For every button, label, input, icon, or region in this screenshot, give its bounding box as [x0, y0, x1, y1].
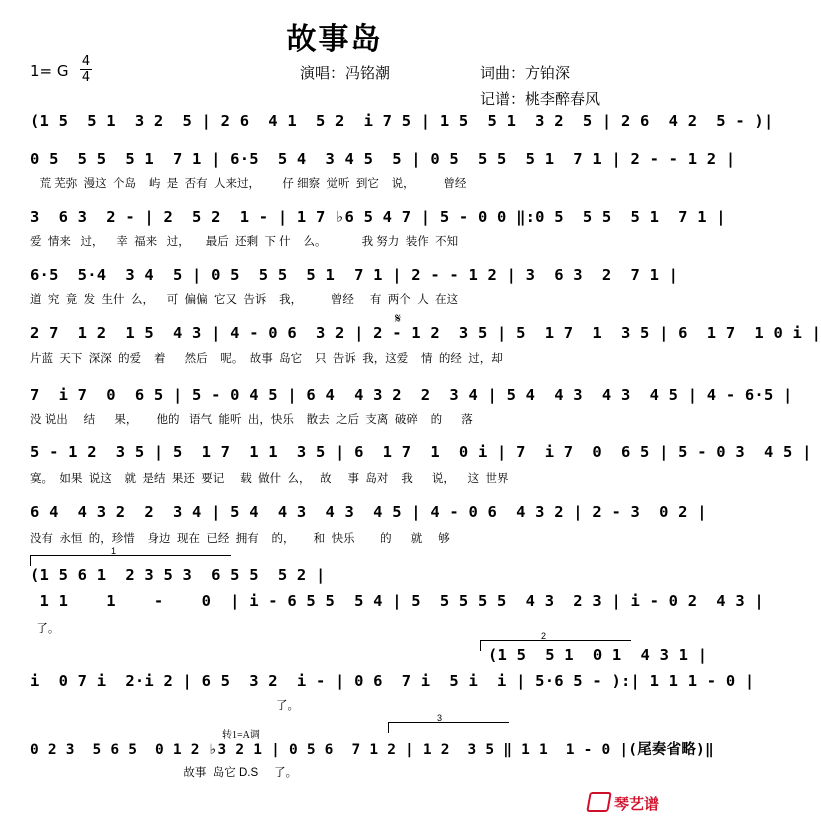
lyric-line: 荒 芜弥 漫这 个岛 屿 是 否有 人来过， 仔 细察 觉听 到它 说， 曾经 [30, 178, 467, 190]
time-signature [80, 55, 92, 84]
third-ending-number: 3 [437, 713, 443, 723]
logo-icon [586, 792, 612, 812]
score-line: (1 5 5 1 0 1 4 3 1 | [488, 646, 708, 664]
lyric-line: 没 说出 结 果， 他的 语气 能听 出，快乐 散去 之后 支离 破碎 的 落 [30, 414, 473, 426]
lyric-line: 故事 岛它 D.S 了。 [30, 767, 298, 779]
score-line: 6·5 5·4 3 4 5 | 0 5 5 5 5 1 7 1 | 2 - - 1 2 | 3 6 3 2 7 1 | [30, 266, 679, 284]
singer-credit: 演唱：冯铭潮 [300, 64, 391, 82]
score-line: i 0 7 i 2·i 2 | 6 5 3 2 i - | 0 6 7 i 5 i i | 5·6 5 - ):| 1 1 1 - 0 | [30, 672, 755, 690]
transcriber-credit: 记谱：桃李醉春风 [480, 90, 601, 108]
score-line: 6 4 4 3 2 2 3 4 | 5 4 4 3 4 3 4 5 | 4 - 0 6 4 3 2 | 2 - 3 0 2 | [30, 503, 707, 521]
lyric-line: 爱 情来 过， 幸 福来 过， 最后 还剩 下 什 么。 我 努力 装作 不知 [30, 236, 459, 248]
segno-sign: 𝄋 [395, 312, 402, 327]
modulation-note: 转1=A调 [222, 730, 260, 741]
first-ending-number: 1 [111, 546, 117, 556]
score-line: 1 1 1 - 0 | i - 6 5 5 5 4 | 5 5 5 5 5 4 3 2 3 | i - 0 2 4 3 | [30, 592, 764, 610]
score-line: 0 5 5 5 5 1 7 1 | 6·5 5 4 3 4 5 5 | 0 5 5 5 5 1 7 1 | 2 - - 1 2 | [30, 150, 736, 168]
second-ending-number: 2 [541, 631, 547, 641]
score-line: (1 5 6 1 2 3 5 3 6 5 5 5 2 | [30, 566, 326, 584]
lyric-line: 没有 永恒 的，珍惜 身边 现在 已经 拥有 的， 和 快乐 的 就 够 [30, 533, 450, 545]
third-ending-bracket [388, 713, 509, 733]
score-line: (1 5 5 1 3 2 5 | 2 6 4 1 5 2 i 7 5 | 1 5 5 1 3 2 5 | 2 6 4 2 5 - )| [30, 112, 774, 130]
lyric-line: 了。 [30, 700, 300, 712]
score-line: 5 - 1 2 3 5 | 5 1 7 1 1 3 5 | 6 1 7 1 0 i | 7 i 7 0 6 5 | 5 - 0 3 4 5 | [30, 443, 812, 461]
score-line: 3 6 3 2 - | 2 5 2 1 - | 1 7 ♭6 5 4 7 | 5 - 0 0 ‖:0 5 5 5 5 1 7 1 | [30, 208, 726, 226]
composer-credit: 词曲：方铂深 [480, 64, 571, 82]
score-line: 7 i 7 0 6 5 | 5 - 0 4 5 | 6 4 4 3 2 2 3 4 | 5 4 4 3 4 3 4 5 | 4 - 6·5 | [30, 386, 793, 404]
page-title: 故事岛 [286, 22, 383, 57]
score-line: 0 2 3 5 6 5 0 1 2 ♭3 2 1 | 0 5 6 7 1 2 | 1 2 3 5 ‖ 1 1 1 - 0 |(尾奏省略)‖ [30, 742, 714, 758]
lyric-line: 了。 [30, 623, 60, 635]
time-signature-bottom: 4 [81, 70, 91, 85]
lyric-line: 片蓝 天下 深深 的爱 着 然后 呢。 故事 岛它 只 告诉 我，这爱 情 的经 过，却 [30, 353, 503, 365]
first-ending-bracket [30, 546, 231, 566]
site-logo [588, 792, 659, 814]
logo-text: 琴艺谱 [613, 795, 659, 813]
time-signature-top: 4 [81, 54, 91, 69]
score-line: 2 7 1 2 1 5 4 3 | 4 - 0 6 3 2 | 2 - 1 2 3 5 | 5 1 7 1 3 5 | 6 1 7 1 0 i | [30, 324, 821, 342]
lyric-line: 寞。 如果 说这 就 是结 果还 要记 载 做什 么， 故 事 岛对 我 说， 这 世界 [30, 473, 509, 485]
lyric-line: 道 究 竟 发 生什 么， 可 偏偏 它又 告诉 我， 曾经 有 两个 人 在这 [30, 294, 459, 306]
key-signature: 1= G [30, 62, 69, 80]
